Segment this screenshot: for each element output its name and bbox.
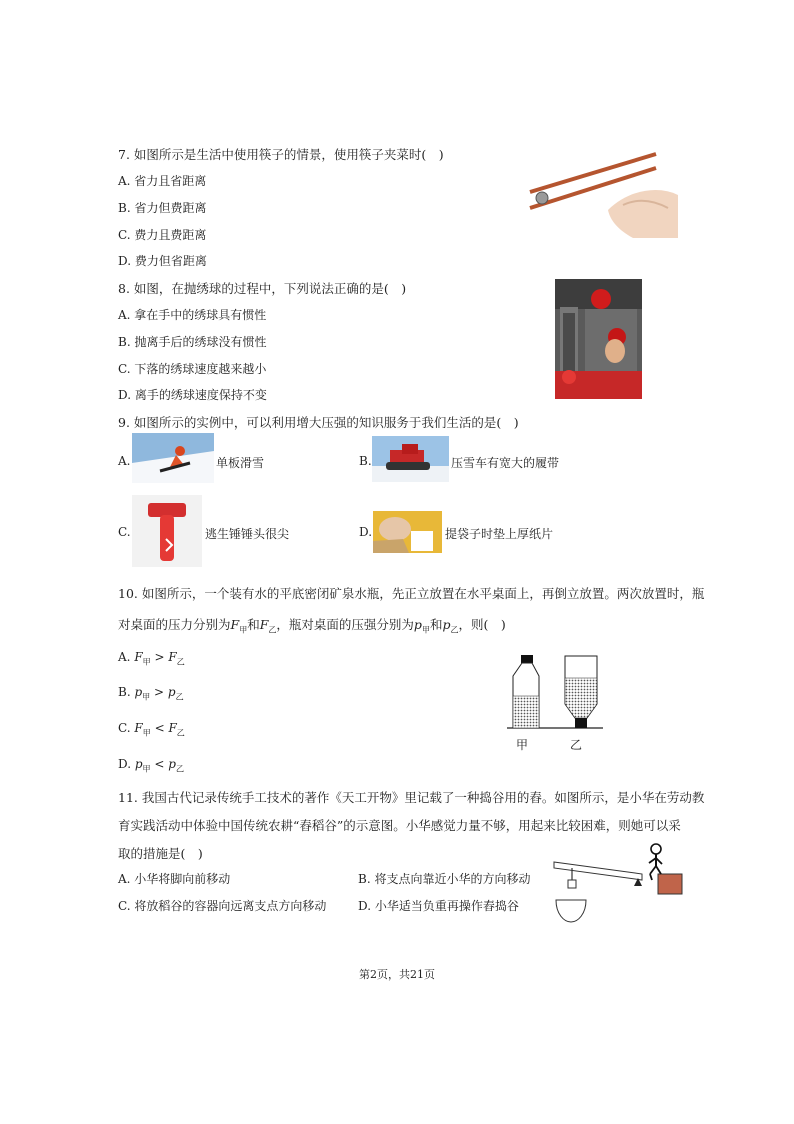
q8-option-c: C. 下落的绣球速度越来越小 [118,362,267,376]
embroidered-ball-photo [555,279,642,399]
upright-bottle [513,655,539,728]
q7-option-c: C. 费力且费距离 [118,228,207,242]
q11-option-c: C. 将放稻谷的容器向远离支点方向移动 [118,899,327,913]
q9-stem: 9. 如图所示的实例中，可以利用增大压强的知识服务于我们生活的是( ) [118,415,519,430]
q11-option-a: A. 小华将脚向前移动 [118,872,231,886]
inverted-bottle [565,656,597,728]
q7-option-a: A. 省力且省距离 [118,174,207,188]
q11-option-b: B. 将支点向靠近小华的方向移动 [358,872,531,886]
q9-option-a-letter: A. [118,454,131,468]
q11-line3: 取的措施是( ) [118,846,203,861]
q8-stem: 8. 如图，在抛绣球的过程中，下列说法正确的是( ) [118,281,407,296]
q8-option-a: A. 拿在手中的绣球具有惯性 [118,308,267,322]
safety-hammer-photo [132,495,202,567]
figure-label-jia: 甲 [516,738,529,752]
q9-option-a-text: 单板滑雪 [216,456,265,470]
q9-option-c-text: 逃生锤锤头很尖 [205,527,290,541]
q9-option-b-text: 压雪车有宽大的履带 [451,456,560,470]
q7-stem: 7. 如图所示是生活中使用筷子的情景，使用筷子夹菜时( ) [118,147,444,162]
q7-option-d: D. 费力但省距离 [118,254,207,268]
q10-line1: 10. 如图所示，一个装有水的平底密闭矿泉水瓶，先正立放置在水平桌面上，再倒立放置。两次放置时，瓶 [118,586,705,601]
q10-option-a: A. $F_甲 > F_乙$ [118,650,185,667]
q8-option-d: D. 离手的绣球速度保持不变 [118,388,267,402]
q10-option-b: B. $p_甲 > p_乙$ [118,685,184,702]
q8-option-b: B. 抛离手后的绣球没有惯性 [118,335,267,349]
lever-pestle-figure [550,842,686,924]
q10-option-d: D. $p_甲 < p_乙$ [118,757,184,774]
q9-option-c-letter: C. [118,525,131,539]
q11-line2: 育实践活动中体验中国传统农耕“舂稻谷”的示意图。小华感觉力量不够，用起来比较困难，则她可以采 [118,818,681,833]
q10-line2: 对桌面的压力分别为$F_甲$和$F_乙$，瓶对桌面的压强分别为$p_甲$和$p_乙$，则( ) [118,617,506,635]
q11-line1: 11. 我国古代记录传统手工技术的著作《天工开物》里记载了一种捣谷用的舂。如图所示，是小华在劳动教 [118,790,705,805]
q9-option-b-letter: B. [359,454,372,468]
figure-label-yi: 乙 [570,738,583,752]
snow-groomer-photo [372,436,449,482]
q11-option-d: D. 小华适当负重再操作舂捣谷 [358,899,519,913]
chopsticks-image [528,150,678,238]
page-footer: 第2页，共21页 [359,968,435,981]
q9-option-d-text: 提袋子时垫上厚纸片 [445,527,554,541]
q10-option-c: C. $F_甲 < F_乙$ [118,721,185,738]
q7-option-b: B. 省力但费距离 [118,201,207,215]
q9-option-d-letter: D. [359,525,373,539]
snowboarding-photo [132,433,214,483]
bag-handle-photo [373,511,442,553]
